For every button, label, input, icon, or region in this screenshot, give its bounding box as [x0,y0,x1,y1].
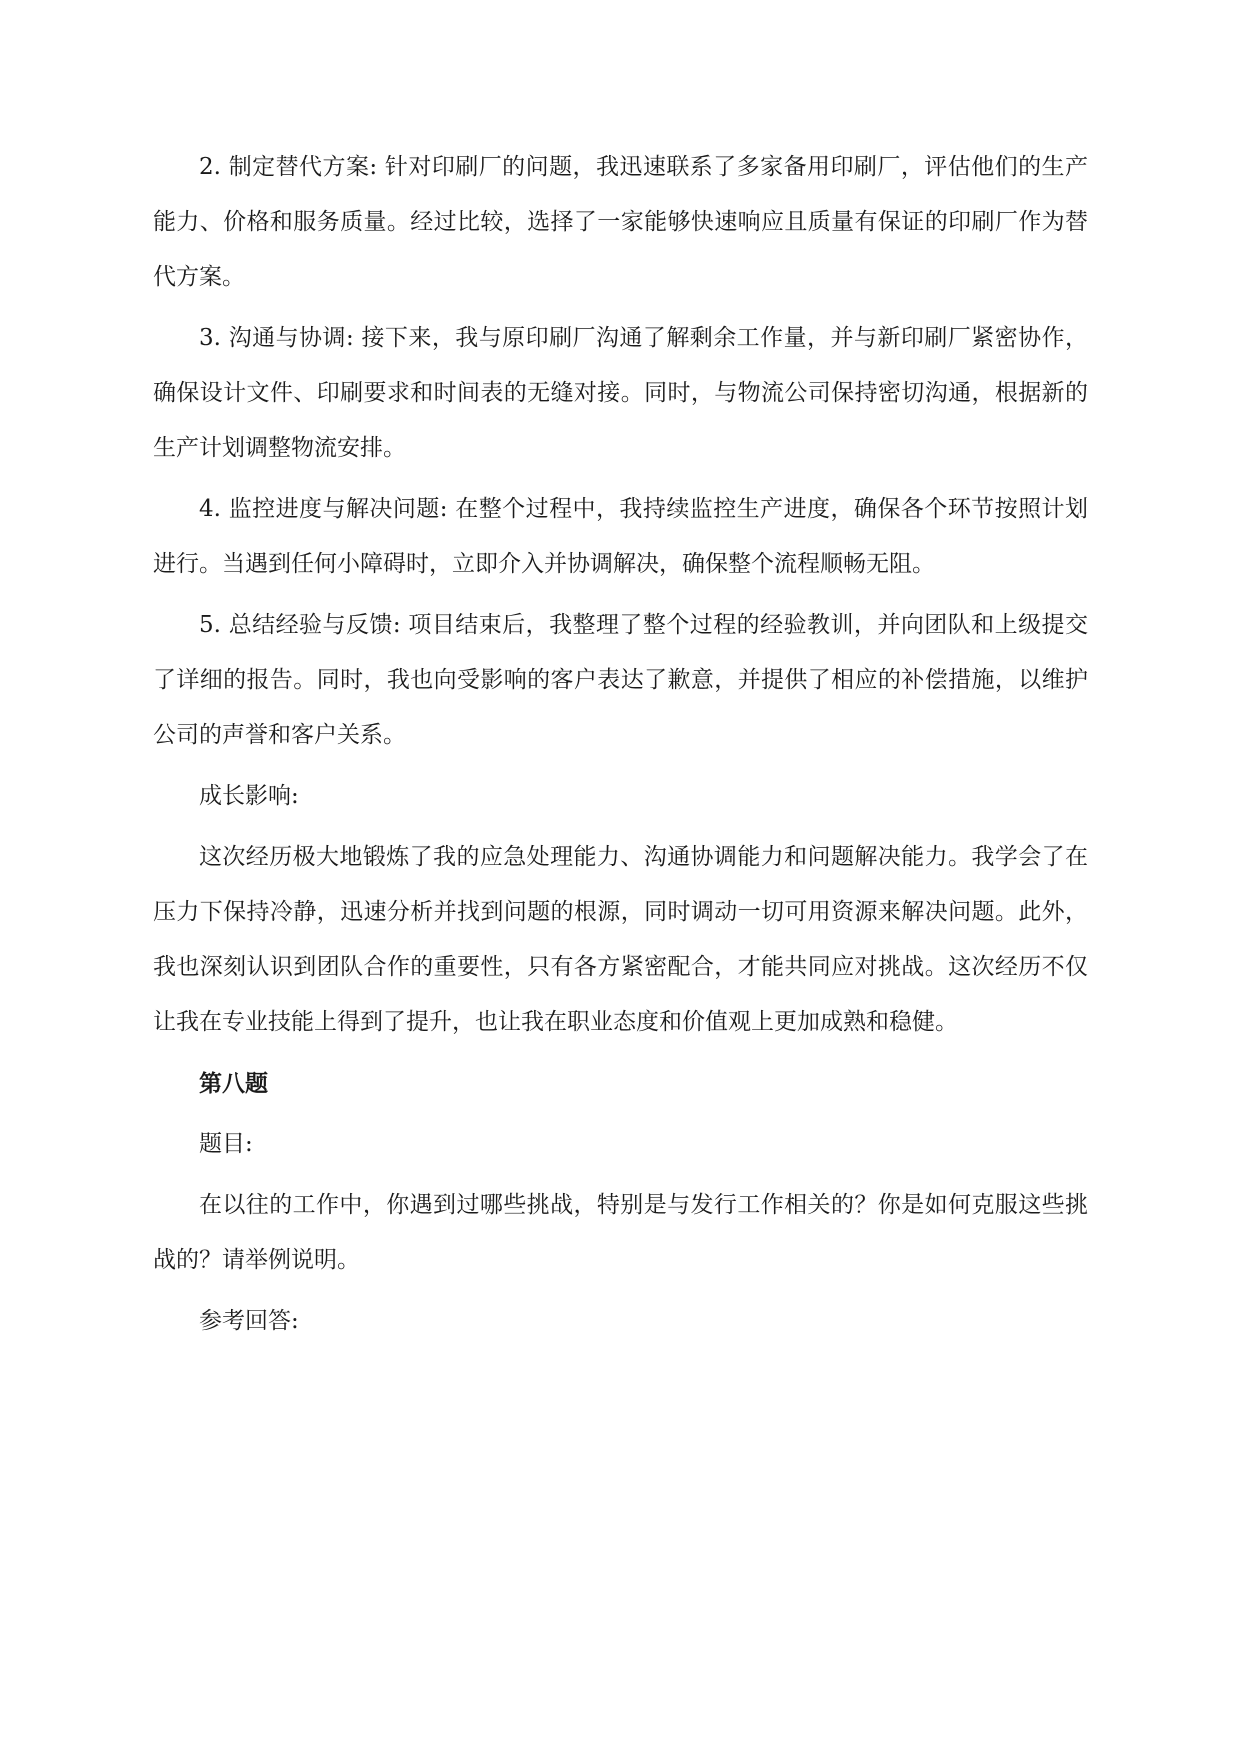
growth-impact-paragraph: 这次经历极大地锻炼了我的应急处理能力、沟通协调能力和问题解决能力。我学会了在压力下保持冷静，迅速分析并找到问题的根源，同时调动一切可用资源来解决问题。此外，我也深刻认识到团队合作的重要性，只有各方紧密配合，才能共同应对挑战。这次经历不仅让我在专业技能上得到了提升，也让我在职业态度和价值观上更加成熟和稳健。 [153,844,1088,1035]
answer-label: 参考回答: [199,1308,299,1334]
section-heading: 第八题 [199,1070,268,1097]
paragraph-step-5: 5. 总结经验与反馈: 项目结束后，我整理了整个过程的经验教训，并向团队和上级提交了详细的报告。同时，我也向受影响的客户表达了歉意，并提供了相应的补偿措施，以维护公司的声誉和客户关系。 [153,612,1088,748]
question-text: 在以往的工作中，你遇到过哪些挑战，特别是与发行工作相关的？你是如何克服这些挑战的？请举例说明。 [153,1192,1088,1273]
question-label: 题目: [199,1131,253,1157]
paragraph-step-2: 2. 制定替代方案: 针对印刷厂的问题，我迅速联系了多家备用印刷厂，评估他们的生产能力、价格和服务质量。经过比较，选择了一家能够快速响应且质量有保证的印刷厂作为替代方案。 [153,154,1088,290]
paragraph-step-4: 4. 监控进度与解决问题: 在整个过程中，我持续监控生产进度，确保各个环节按照计划进行。当遇到任何小障碍时，立即介入并协调解决，确保整个流程顺畅无阻。 [153,496,1088,577]
paragraph-step-3: 3. 沟通与协调: 接下来，我与原印刷厂沟通了解剩余工作量，并与新印刷厂紧密协作，确保设计文件、印刷要求和时间表的无缝对接。同时，与物流公司保持密切沟通，根据新的生产计划调整物流安排。 [153,325,1088,461]
document-body [153,140,1088,1355]
growth-impact-label: 成长影响: [199,783,299,809]
